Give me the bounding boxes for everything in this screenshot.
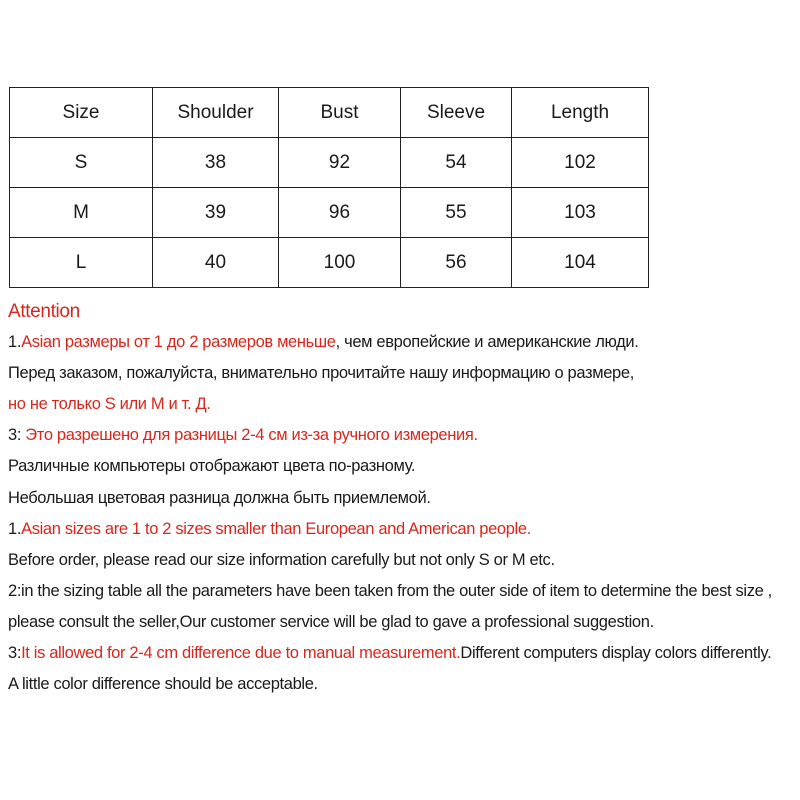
header-cell-shoulder: Shoulder	[153, 88, 279, 138]
table-cell: 96	[279, 188, 401, 238]
en-note-5-prefix: 3:	[8, 644, 22, 663]
table-cell: 54	[401, 138, 512, 188]
table-cell: L	[10, 238, 153, 288]
en-note-6: A little color difference should be acceptable.	[8, 675, 318, 694]
ru-note-1-highlight: Asian размеры от 1 до 2 размеров меньше	[21, 333, 336, 352]
table-cell: 55	[401, 188, 512, 238]
size-table	[9, 87, 649, 288]
en-note-4: please consult the seller,Our customer service will be glad to gave a professional suggestion.	[8, 612, 654, 631]
ru-note-4-highlight: Это разрешено для разницы 2-4 см из-за ручного измерения.	[25, 426, 478, 445]
table-cell: 40	[153, 238, 279, 288]
table-cell: S	[10, 138, 153, 188]
table-row	[10, 188, 649, 238]
en-note-5-rest: Different computers display colors differently.	[460, 644, 772, 663]
notes-block	[8, 296, 798, 700]
header-cell-length: Length	[512, 88, 649, 138]
table-row	[10, 138, 649, 188]
en-note-3: 2:in the sizing table all the parameters have been taken from the outer side of item to determine the best size ,	[8, 581, 772, 600]
ru-note-1-prefix: 1.	[8, 333, 22, 352]
table-cell: 104	[512, 238, 649, 288]
header-cell-bust: Bust	[279, 88, 401, 138]
en-note-2: Before order, please read our size information carefully but not only S or M etc.	[8, 550, 555, 569]
table-cell: M	[10, 188, 153, 238]
ru-note-6: Небольшая цветовая разница должна быть приемлемой.	[8, 488, 431, 507]
table-cell: 103	[512, 188, 649, 238]
ru-note-3: но не только S или M и т. Д.	[8, 395, 211, 414]
table-cell: 56	[401, 238, 512, 288]
ru-note-1	[8, 327, 798, 358]
ru-note-2: Перед заказом, пожалуйста, внимательно прочитайте нашу информацию о размере,	[8, 364, 634, 383]
table-cell: 39	[153, 188, 279, 238]
table-cell: 100	[279, 238, 401, 288]
en-note-1	[8, 514, 798, 545]
table-cell: 92	[279, 138, 401, 188]
ru-note-5: Различные компьютеры отображают цвета по-разному.	[8, 457, 416, 476]
ru-note-4-prefix: 3:	[8, 426, 26, 445]
table-row	[10, 238, 649, 288]
en-note-1-prefix: 1.	[8, 519, 22, 538]
table-cell: 38	[153, 138, 279, 188]
ru-note-4	[8, 420, 798, 451]
header-cell-size: Size	[10, 88, 153, 138]
table-cell: 102	[512, 138, 649, 188]
en-note-5	[8, 638, 798, 669]
header-cell-sleeve: Sleeve	[401, 88, 512, 138]
attention-heading: Attention	[8, 301, 80, 322]
en-note-1-highlight: Asian sizes are 1 to 2 sizes smaller than European and American people.	[21, 519, 531, 538]
en-note-5-highlight: It is allowed for 2-4 cm difference due to manual measurement.	[21, 644, 461, 663]
ru-note-1-rest: , чем европейские и американские люди.	[335, 333, 639, 352]
table-header-row	[10, 88, 649, 138]
